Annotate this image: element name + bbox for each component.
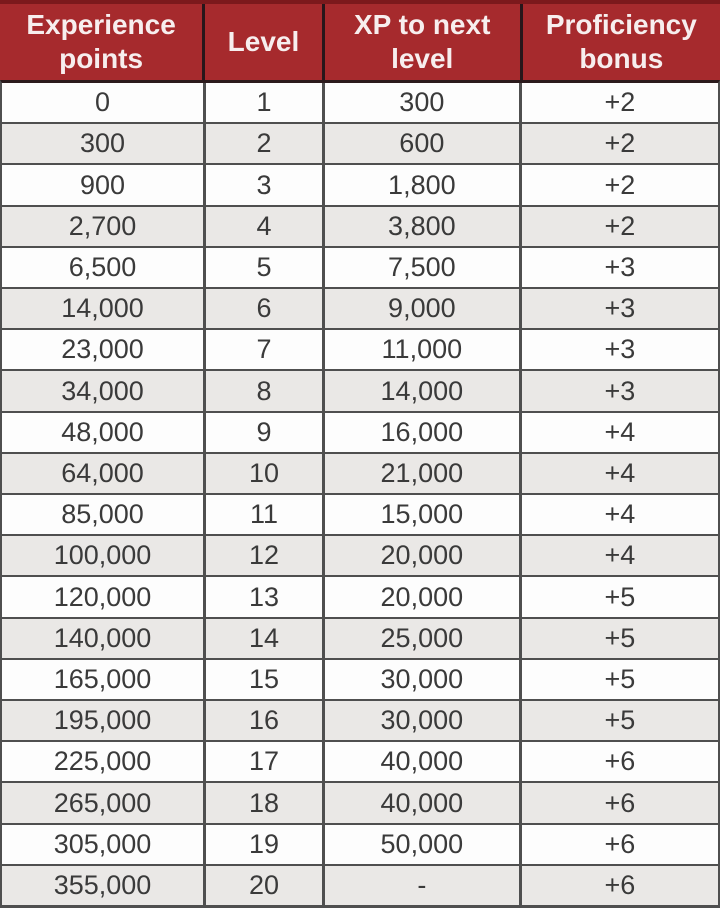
table-cell: 14,000: [2, 289, 206, 328]
table-cell: 165,000: [2, 660, 206, 699]
table-cell: 14: [206, 619, 325, 658]
table-cell: 13: [206, 577, 325, 616]
table-row: [2, 371, 718, 412]
table-row: [2, 413, 718, 454]
table-cell: 120,000: [2, 577, 206, 616]
table-cell: +5: [604, 581, 636, 612]
table-cell: +5: [604, 622, 636, 653]
table-cell: 100,000: [2, 536, 206, 575]
table-cell: 16: [206, 701, 325, 740]
table-cell: +4: [604, 457, 636, 488]
table-row: [2, 536, 718, 577]
table-cell: +6: [604, 746, 636, 777]
table-cell: 64,000: [2, 454, 206, 493]
table-cell: 195,000: [2, 701, 206, 740]
table-cell: +4: [604, 499, 636, 530]
table-row: [2, 825, 718, 866]
table-row: [2, 701, 718, 742]
table-cell: 8: [206, 371, 325, 410]
table-cell: +6: [604, 869, 636, 900]
table-row: [2, 783, 718, 824]
table-cell: +3: [604, 293, 636, 324]
table-row: [2, 248, 718, 289]
table-cell: 9: [206, 413, 325, 452]
table-cell: 7: [206, 330, 325, 369]
table-cell: 17: [206, 742, 325, 781]
table-cell: 19: [206, 825, 325, 864]
table-cell: 3,800: [325, 207, 522, 246]
table-cell: +2: [604, 210, 636, 241]
table-cell: +3: [604, 334, 636, 365]
table-cell: 11,000: [325, 330, 522, 369]
table-cell: 140,000: [2, 619, 206, 658]
table-cell: 5: [206, 248, 325, 287]
table-cell: -: [325, 866, 522, 905]
table-cell: 7,500: [325, 248, 522, 287]
table-cell: 305,000: [2, 825, 206, 864]
column-header-experience-points: Experience points: [0, 4, 205, 80]
table-cell: +2: [604, 128, 636, 159]
table-cell: +6: [604, 787, 636, 818]
table-cell: 20,000: [325, 577, 522, 616]
table-cell: 40,000: [325, 742, 522, 781]
table-cell: +4: [604, 416, 636, 447]
table-cell: 265,000: [2, 783, 206, 822]
table-cell: +2: [604, 87, 636, 118]
table-cell: +3: [604, 251, 636, 282]
table-cell: 1,800: [325, 165, 522, 204]
table-cell: +2: [604, 169, 636, 200]
table-cell: 23,000: [2, 330, 206, 369]
table-cell: +3: [604, 375, 636, 406]
column-header-proficiency-bonus: Proficiency bonus: [545, 9, 697, 74]
table-row: [2, 742, 718, 783]
table-cell: 355,000: [2, 866, 206, 905]
table-cell: 16,000: [325, 413, 522, 452]
table-cell: 11: [206, 495, 325, 534]
table-cell: 2,700: [2, 207, 206, 246]
table-cell: +6: [604, 828, 636, 859]
table-cell: +5: [604, 705, 636, 736]
table-cell: 225,000: [2, 742, 206, 781]
table-cell: 20,000: [325, 536, 522, 575]
table-cell: 2: [206, 124, 325, 163]
table-cell: 10: [206, 454, 325, 493]
table-cell: 21,000: [325, 454, 522, 493]
table-cell: 30,000: [325, 660, 522, 699]
table-cell: 25,000: [325, 619, 522, 658]
table-row: [2, 207, 718, 248]
table-cell: 900: [2, 165, 206, 204]
table-row: [2, 165, 718, 206]
table-row: [2, 289, 718, 330]
table-cell: 20: [206, 866, 325, 905]
table-cell: 18: [206, 783, 325, 822]
table-cell: 6: [206, 289, 325, 328]
table-cell: 50,000: [325, 825, 522, 864]
table-cell: 300: [325, 83, 522, 122]
table-header-row: [0, 0, 720, 80]
table-cell: 14,000: [325, 371, 522, 410]
column-header-level: Level: [205, 4, 325, 80]
table-cell: 85,000: [2, 495, 206, 534]
table-body: [0, 80, 720, 908]
table-cell: 15,000: [325, 495, 522, 534]
table-row: [2, 124, 718, 165]
column-header-xp-to-next-level: XP to next level: [325, 4, 523, 80]
table-cell: 30,000: [325, 701, 522, 740]
table-cell: 9,000: [325, 289, 522, 328]
table-cell: 34,000: [2, 371, 206, 410]
table-cell: 3: [206, 165, 325, 204]
table-row: [2, 83, 718, 124]
table-cell: 4: [206, 207, 325, 246]
table-row: [2, 619, 718, 660]
table-row: [2, 660, 718, 701]
table-row: [2, 330, 718, 371]
table-cell: 40,000: [325, 783, 522, 822]
table-row: [2, 454, 718, 495]
table-row: [2, 577, 718, 618]
table-cell: 600: [325, 124, 522, 163]
table-cell: 1: [206, 83, 325, 122]
table-cell: 0: [2, 83, 206, 122]
table-cell: +4: [604, 540, 636, 571]
table-cell: 6,500: [2, 248, 206, 287]
table-cell: 300: [2, 124, 206, 163]
table-row: [2, 866, 718, 905]
table-row: [2, 495, 718, 536]
table-cell: 48,000: [2, 413, 206, 452]
table-cell: 15: [206, 660, 325, 699]
table-cell: +5: [604, 663, 636, 694]
table-cell: 12: [206, 536, 325, 575]
